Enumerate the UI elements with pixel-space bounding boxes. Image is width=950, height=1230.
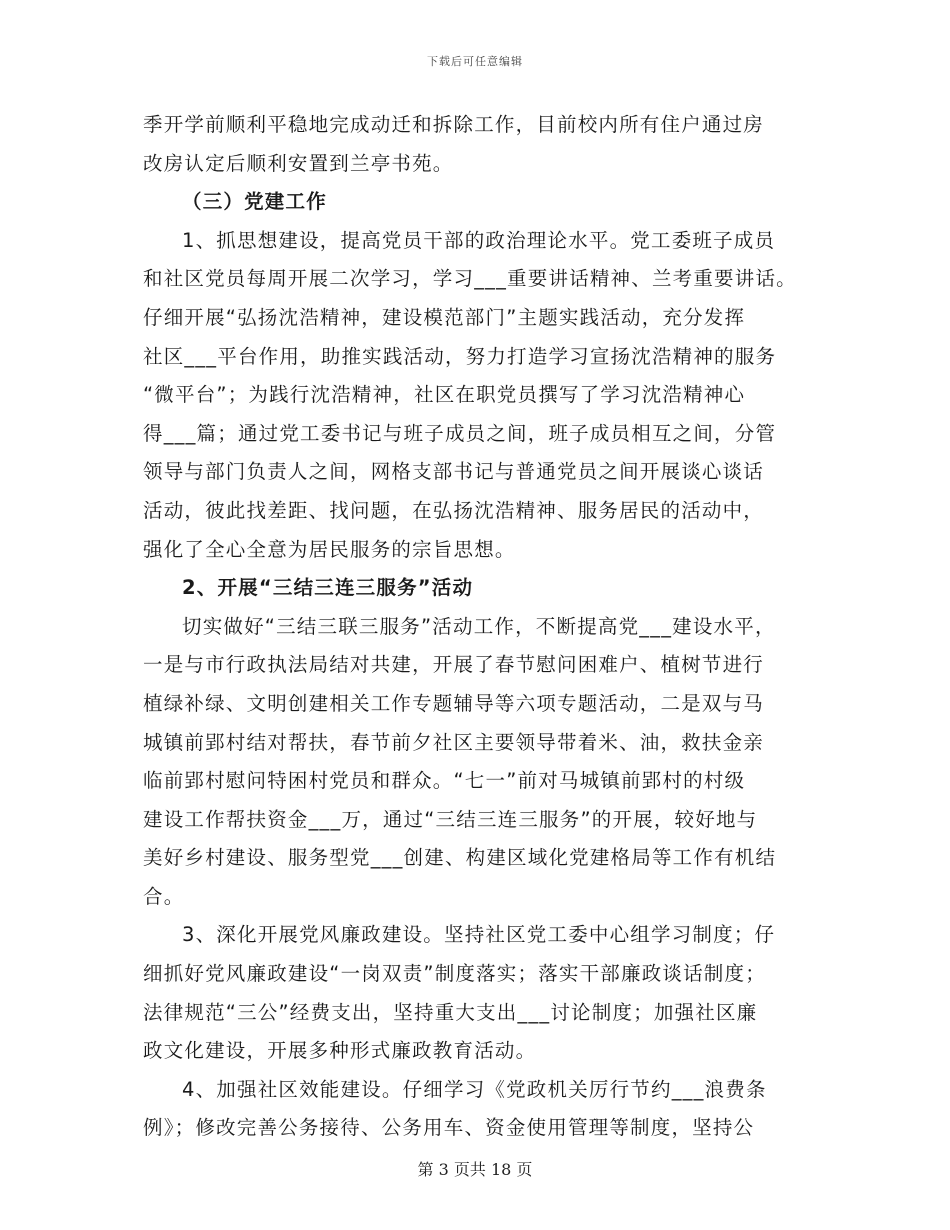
- paragraph-line: 活动，彼此找差距、找问题，在弘扬沈浩精神、服务居民的活动中，: [143, 498, 765, 522]
- paragraph-line: 城镇前郢村结对帮扶，春节前夕社区主要领导带着米、油，救扶金亲: [143, 730, 765, 754]
- paragraph-line: 合。: [143, 884, 185, 908]
- paragraph-line: 社区___平台作用，助推实践活动，努力打造学习宣扬沈浩精神的服务: [143, 344, 777, 368]
- paragraph-line: 1、抓思想建设，提高党员干部的政治理论水平。党工委班子成员: [182, 228, 776, 252]
- paragraph-line: 4、加强社区效能建设。仔细学习《党政机关厉行节约___浪费条: [182, 1077, 767, 1101]
- paragraph-line: 领导与部门负责人之间，网格支部书记与普通党员之间开展谈心谈话: [143, 460, 765, 484]
- paragraph-line: 和社区党员每周开展二次学习，学习___重要讲话精神、兰考重要讲话。: [143, 267, 797, 291]
- paragraph-line: 美好乡村建设、服务型党___创建、构建区域化党建格局等工作有机结: [143, 846, 777, 870]
- paragraph-line: 强化了全心全意为居民服务的宗旨思想。: [143, 537, 516, 561]
- document-body: [143, 106, 809, 1148]
- page-number-footer: 第 3 页共 18 页: [417, 1160, 533, 1179]
- paragraph-line: 细抓好党风廉政建设“一岗双责”制度落实；落实干部廉政谈话制度；: [143, 962, 766, 986]
- page-header: 下载后可任意编辑: [427, 55, 523, 68]
- paragraph-line: 政文化建设，开展多种形式廉政教育活动。: [143, 1039, 537, 1063]
- paragraph-line: 例》；修改完善公务接待、公务用车、资金使用管理等制度，坚持公: [143, 1116, 755, 1140]
- paragraph-line: 改房认定后顺利安置到兰亭书苑。: [143, 151, 454, 175]
- paragraph-line: 切实做好“三结三联三服务”活动工作，不断提高党___建设水平，: [182, 614, 776, 638]
- paragraph-line: 法律规范“三公”经费支出，坚持重大支出___讨论制度；加强社区廉: [143, 1000, 758, 1024]
- section-heading: （三）党建工作: [182, 190, 327, 214]
- paragraph-line: 季开学前顺利平稳地完成动迁和拆除工作，目前校内所有住户通过房: [143, 113, 765, 136]
- paragraph-line: 仔细开展“弘扬沈浩精神，建设模范部门”主题实践活动，充分发挥: [143, 305, 746, 329]
- paragraph-line: 3、深化开展党风廉政建设。坚持社区党工委中心组学习制度；仔: [182, 923, 776, 947]
- paragraph-line: 植绿补绿、文明创建相关工作专题辅导等六项专题活动，二是双与马: [143, 691, 765, 715]
- paragraph-line: 建设工作帮扶资金___万，通过“三结三连三服务”的开展，较好地与: [143, 807, 758, 831]
- section-heading: 2、开展“三结三连三服务”活动: [182, 576, 474, 600]
- paragraph-line: “微平台”；为践行沈浩精神，社区在职党员撰写了学习沈浩精神心: [143, 383, 746, 407]
- paragraph-line: 临前郢村慰问特困村党员和群众。“七一”前对马城镇前郢村的村级: [143, 769, 746, 793]
- paragraph-line: 得___篇；通过党工委书记与班子成员之间，班子成员相互之间，分管: [143, 421, 777, 445]
- paragraph-line: 一是与市行政执法局结对共建，开展了春节慰问困难户、植树节进行: [143, 653, 765, 677]
